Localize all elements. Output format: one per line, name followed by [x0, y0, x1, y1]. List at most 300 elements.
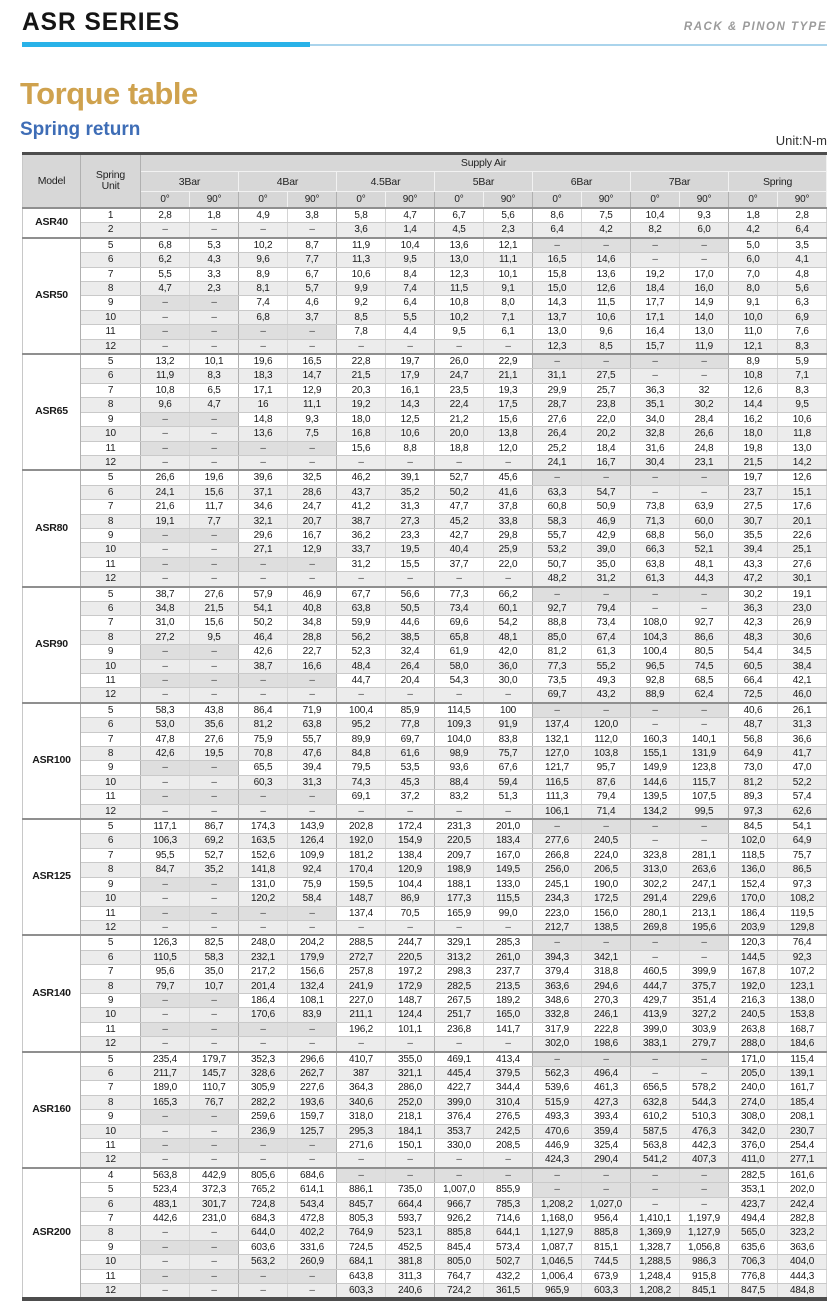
torque-cell: 254,4	[778, 1139, 827, 1153]
torque-cell: 60,5	[729, 659, 778, 673]
spring-unit-cell: 7	[81, 732, 141, 746]
torque-cell: 41,2	[337, 500, 386, 514]
torque-cell: 24,8	[680, 441, 729, 455]
spring-unit-cell: 10	[81, 427, 141, 441]
torque-cell: 50,2	[435, 485, 484, 499]
deg-header-90: 90°	[484, 192, 533, 209]
torque-cell: 11,0	[729, 325, 778, 339]
torque-cell: –	[239, 1022, 288, 1036]
table-row	[23, 339, 827, 354]
torque-cell: 235,4	[141, 1052, 190, 1067]
torque-cell: 8,8	[386, 441, 435, 455]
torque-cell: 9,6	[239, 253, 288, 267]
table-row	[23, 500, 827, 514]
torque-cell: 285,3	[484, 935, 533, 950]
torque-cell: 17,5	[484, 398, 533, 412]
torque-cell: –	[533, 819, 582, 834]
torque-cell: 20,7	[288, 514, 337, 528]
torque-cell: 496,4	[582, 1066, 631, 1080]
torque-cell: 19,5	[190, 747, 239, 761]
table-row	[23, 427, 827, 441]
torque-cell: 5,9	[778, 354, 827, 369]
spring-unit-cell: 10	[81, 543, 141, 557]
torque-cell: 96,5	[631, 659, 680, 673]
torque-cell: 133,0	[484, 877, 533, 891]
torque-cell: –	[141, 761, 190, 775]
torque-cell: 97,3	[778, 877, 827, 891]
torque-cell: 205,0	[729, 1066, 778, 1080]
torque-cell: –	[680, 587, 729, 602]
torque-cell: –	[435, 339, 484, 354]
spring-unit-cell: 7	[81, 616, 141, 630]
spring-unit-cell: 7	[81, 1081, 141, 1095]
torque-cell: 40,6	[729, 703, 778, 718]
torque-cell: –	[582, 819, 631, 834]
torque-cell: –	[288, 1153, 337, 1168]
torque-cell: 98,9	[435, 747, 484, 761]
torque-cell: 211,1	[337, 1008, 386, 1022]
torque-cell: 58,3	[141, 703, 190, 718]
torque-cell: –	[435, 1153, 484, 1168]
torque-cell: 77,3	[435, 587, 484, 602]
torque-cell: 183,4	[484, 834, 533, 848]
torque-cell: 10,7	[190, 979, 239, 993]
torque-cell: 32,4	[386, 645, 435, 659]
torque-cell: 132,4	[288, 979, 337, 993]
deg-header-0: 0°	[729, 192, 778, 209]
torque-cell: –	[337, 455, 386, 470]
table-row	[23, 514, 827, 528]
torque-cell: 188,1	[435, 877, 484, 891]
torque-cell: 181,2	[337, 848, 386, 862]
torque-cell: 170,4	[337, 863, 386, 877]
torque-cell: 11,1	[288, 398, 337, 412]
table-row	[23, 1095, 827, 1109]
torque-cell: 644,0	[239, 1226, 288, 1240]
torque-cell: –	[190, 1240, 239, 1254]
table-row	[23, 645, 827, 659]
torque-cell: –	[190, 412, 239, 426]
torque-cell: 141,7	[484, 1022, 533, 1036]
torque-cell: –	[435, 455, 484, 470]
torque-cell: –	[288, 1022, 337, 1036]
spring-unit-cell: 7	[81, 1212, 141, 1226]
torque-cell: 58,4	[288, 892, 337, 906]
torque-cell: 684,6	[288, 1168, 337, 1183]
torque-cell: 42,6	[239, 645, 288, 659]
torque-cell: 24,7	[435, 369, 484, 383]
torque-cell: –	[582, 238, 631, 253]
torque-cell: 8,2	[631, 223, 680, 238]
torque-cell: 63,8	[337, 601, 386, 615]
torque-cell: 493,3	[533, 1110, 582, 1124]
torque-cell: 42,3	[729, 616, 778, 630]
torque-cell: 323,2	[778, 1226, 827, 1240]
spring-unit-cell: 2	[81, 223, 141, 238]
torque-cell: 15,6	[484, 412, 533, 426]
spring-unit-cell: 12	[81, 455, 141, 470]
torque-cell: 79,7	[141, 979, 190, 993]
torque-cell: –	[435, 920, 484, 935]
torque-cell: 19,2	[631, 267, 680, 281]
torque-cell: 19,7	[729, 470, 778, 485]
torque-cell: 635,6	[729, 1240, 778, 1254]
torque-cell: 290,4	[582, 1153, 631, 1168]
table-row	[23, 747, 827, 761]
torque-cell: 44,3	[680, 572, 729, 587]
spring-unit-cell: 11	[81, 1022, 141, 1036]
torque-cell: 1,8	[729, 208, 778, 223]
table-row	[23, 920, 827, 935]
table-row	[23, 1066, 827, 1080]
torque-cell: 8,7	[288, 238, 337, 253]
torque-cell: 48,4	[337, 659, 386, 673]
torque-cell: 15,6	[190, 616, 239, 630]
torque-cell: 100,4	[337, 703, 386, 718]
torque-cell: 110,5	[141, 950, 190, 964]
torque-cell: 10,6	[337, 267, 386, 281]
torque-cell: 55,7	[288, 732, 337, 746]
torque-cell: 62,4	[680, 688, 729, 703]
torque-cell: 272,7	[337, 950, 386, 964]
torque-cell: 132,1	[533, 732, 582, 746]
table-row	[23, 616, 827, 630]
torque-cell: 44,7	[337, 674, 386, 688]
torque-cell: 6,7	[435, 208, 484, 223]
table-row	[23, 834, 827, 848]
torque-cell: 26,6	[680, 427, 729, 441]
torque-cell: 364,3	[337, 1081, 386, 1095]
torque-cell: 16,7	[288, 528, 337, 542]
torque-cell: 543,4	[288, 1197, 337, 1211]
torque-cell: 1,369,9	[631, 1226, 680, 1240]
torque-cell: 442,3	[680, 1139, 729, 1153]
torque-cell: –	[190, 906, 239, 920]
torque-cell: 8,3	[778, 339, 827, 354]
torque-cell: 8,3	[778, 383, 827, 397]
torque-cell: 27,6	[533, 412, 582, 426]
torque-cell: 393,4	[582, 1110, 631, 1124]
torque-cell: 5,3	[190, 238, 239, 253]
torque-cell: 7,4	[386, 282, 435, 296]
torque-cell: 14,8	[239, 412, 288, 426]
torque-cell: 342,1	[582, 950, 631, 964]
torque-cell: 17,7	[631, 296, 680, 310]
table-row	[23, 1037, 827, 1052]
torque-cell: 68,5	[680, 674, 729, 688]
torque-cell: 6,4	[533, 223, 582, 238]
torque-cell: 43,7	[337, 485, 386, 499]
torque-cell: 353,1	[729, 1183, 778, 1197]
torque-cell: –	[533, 238, 582, 253]
torque-cell: 123,8	[680, 761, 729, 775]
torque-cell: 4,2	[729, 223, 778, 238]
torque-cell: –	[190, 1037, 239, 1052]
torque-cell: 201,0	[484, 819, 533, 834]
torque-cell: 21,6	[141, 500, 190, 514]
spring-unit-cell: 5	[81, 819, 141, 834]
torque-cell: 332,8	[533, 1008, 582, 1022]
torque-cell: 9,9	[337, 282, 386, 296]
torque-cell: 432,2	[484, 1269, 533, 1283]
torque-cell: 201,4	[239, 979, 288, 993]
torque-cell: –	[141, 775, 190, 789]
torque-cell: –	[141, 1008, 190, 1022]
spring-unit-cell: 7	[81, 383, 141, 397]
torque-cell: 413,4	[484, 1052, 533, 1067]
torque-cell: –	[239, 920, 288, 935]
torque-cell: 165,9	[435, 906, 484, 920]
torque-cell: 845,1	[680, 1284, 729, 1300]
torque-cell: –	[190, 557, 239, 571]
torque-cell: 281,1	[680, 848, 729, 862]
torque-cell: 282,8	[778, 1212, 827, 1226]
torque-cell: 277,6	[533, 834, 582, 848]
torque-cell: –	[239, 455, 288, 470]
torque-cell: 48,2	[533, 572, 582, 587]
torque-cell: 33,7	[337, 543, 386, 557]
torque-cell: 7,6	[778, 325, 827, 339]
torque-cell: 22,7	[288, 645, 337, 659]
torque-cell: 4,7	[190, 398, 239, 412]
torque-cell: 18,0	[729, 427, 778, 441]
torque-cell: 30,7	[729, 514, 778, 528]
torque-cell: 81,2	[533, 645, 582, 659]
torque-cell: 197,2	[386, 965, 435, 979]
header-rule-accent	[22, 42, 310, 47]
torque-cell: 26,4	[533, 427, 582, 441]
table-row	[23, 775, 827, 789]
torque-cell: –	[239, 790, 288, 804]
spring-unit-cell: 8	[81, 1226, 141, 1240]
torque-cell: 13,0	[435, 253, 484, 267]
torque-cell: 61,3	[631, 572, 680, 587]
torque-cell: 37,7	[435, 557, 484, 571]
torque-cell: 7,1	[778, 369, 827, 383]
torque-cell: –	[190, 1110, 239, 1124]
torque-cell: 7,0	[729, 267, 778, 281]
torque-cell: 10,8	[435, 296, 484, 310]
torque-cell: 118,5	[729, 848, 778, 862]
spring-unit-cell: 9	[81, 296, 141, 310]
spring-unit-cell: 8	[81, 1095, 141, 1109]
torque-cell: 476,3	[680, 1124, 729, 1138]
torque-cell: –	[631, 1066, 680, 1080]
torque-cell: 7,1	[484, 310, 533, 324]
spring-unit-cell: 12	[81, 1284, 141, 1300]
torque-cell: 137,4	[337, 906, 386, 920]
torque-cell: 56,8	[729, 732, 778, 746]
torque-cell: 115,7	[680, 775, 729, 789]
spring-unit-cell: 12	[81, 920, 141, 935]
table-row	[23, 325, 827, 339]
torque-cell: 248,0	[239, 935, 288, 950]
torque-cell: 1,006,4	[533, 1269, 582, 1283]
torque-cell: 97,3	[729, 804, 778, 819]
spring-unit-cell: 8	[81, 747, 141, 761]
torque-cell: 13,8	[484, 427, 533, 441]
torque-cell: 381,8	[386, 1255, 435, 1269]
torque-cell: 64,9	[778, 834, 827, 848]
torque-cell: –	[680, 470, 729, 485]
torque-cell: 14,0	[680, 310, 729, 324]
torque-cell: 610,2	[631, 1110, 680, 1124]
torque-cell: 885,8	[435, 1226, 484, 1240]
torque-cell: –	[288, 339, 337, 354]
torque-cell: 52,2	[778, 775, 827, 789]
torque-cell: –	[190, 877, 239, 891]
torque-cell: 6,7	[288, 267, 337, 281]
torque-cell: –	[484, 804, 533, 819]
torque-cell: 52,7	[190, 848, 239, 862]
torque-cell: 46,9	[582, 514, 631, 528]
torque-cell: 9,1	[484, 282, 533, 296]
torque-cell: –	[484, 339, 533, 354]
torque-cell: 69,7	[533, 688, 582, 703]
torque-cell: 58,0	[435, 659, 484, 673]
model-cell: ASR140	[23, 935, 81, 1051]
torque-cell: –	[288, 1037, 337, 1052]
torque-cell: 673,9	[582, 1269, 631, 1283]
torque-cell: 70,8	[239, 747, 288, 761]
torque-cell: –	[190, 1284, 239, 1300]
table-row	[23, 238, 827, 253]
spring-unit-cell: 12	[81, 688, 141, 703]
torque-cell: 845,4	[435, 1240, 484, 1254]
torque-cell: –	[533, 470, 582, 485]
torque-cell: 24,1	[141, 485, 190, 499]
torque-cell: –	[337, 1168, 386, 1183]
torque-cell: 46,4	[239, 630, 288, 644]
torque-cell: 31,0	[141, 616, 190, 630]
torque-cell: 79,4	[582, 790, 631, 804]
torque-cell: –	[141, 339, 190, 354]
torque-cell: 92,3	[778, 950, 827, 964]
torque-cell: 154,9	[386, 834, 435, 848]
torque-cell: 47,0	[778, 761, 827, 775]
torque-cell: 9,6	[582, 325, 631, 339]
torque-cell: –	[190, 920, 239, 935]
torque-cell: 32,1	[239, 514, 288, 528]
torque-cell: 138,0	[778, 993, 827, 1007]
torque-cell: 71,3	[631, 514, 680, 528]
torque-cell: 17,1	[631, 310, 680, 324]
torque-cell: 21,5	[337, 369, 386, 383]
torque-cell: 4,6	[288, 296, 337, 310]
spring-unit-cell: 12	[81, 1153, 141, 1168]
torque-cell: –	[190, 790, 239, 804]
torque-cell: –	[288, 325, 337, 339]
torque-cell: 35,1	[631, 398, 680, 412]
torque-cell: 168,7	[778, 1022, 827, 1036]
torque-cell: –	[288, 1284, 337, 1300]
torque-cell: 16,1	[386, 383, 435, 397]
torque-cell: –	[141, 1240, 190, 1254]
torque-cell: 263,6	[680, 863, 729, 877]
torque-cell: 25,2	[533, 441, 582, 455]
torque-cell: 87,6	[582, 775, 631, 789]
torque-cell: 3,7	[288, 310, 337, 324]
torque-cell: 10,4	[386, 238, 435, 253]
spring-unit-cell: 9	[81, 877, 141, 891]
torque-cell: 30,1	[778, 572, 827, 587]
torque-cell: –	[533, 1052, 582, 1067]
spring-unit-cell: 12	[81, 339, 141, 354]
torque-cell: –	[533, 587, 582, 602]
torque-cell: 108,2	[778, 892, 827, 906]
torque-cell: 593,7	[386, 1212, 435, 1226]
table-row	[23, 354, 827, 369]
torque-cell: 25,7	[582, 383, 631, 397]
torque-cell: 242,5	[484, 1124, 533, 1138]
spring-unit-cell: 11	[81, 1269, 141, 1283]
table-row	[23, 790, 827, 804]
torque-cell: 109,9	[288, 848, 337, 862]
torque-cell: 19,1	[778, 587, 827, 602]
torque-cell: –	[288, 688, 337, 703]
torque-cell: 1,410,1	[631, 1212, 680, 1226]
torque-cell: 22,9	[484, 354, 533, 369]
torque-cell: 14,6	[582, 253, 631, 267]
torque-cell: 125,7	[288, 1124, 337, 1138]
torque-cell: 11,8	[778, 427, 827, 441]
torque-cell: 69,2	[190, 834, 239, 848]
torque-cell: 262,7	[288, 1066, 337, 1080]
torque-cell: 4,8	[778, 267, 827, 281]
torque-cell: 55,2	[582, 659, 631, 673]
torque-cell: 342,0	[729, 1124, 778, 1138]
torque-cell: 461,3	[582, 1081, 631, 1095]
torque-cell: 310,4	[484, 1095, 533, 1109]
torque-cell: 144,6	[631, 775, 680, 789]
torque-cell: 9,5	[435, 325, 484, 339]
torque-cell: 83,2	[435, 790, 484, 804]
torque-cell: 7,4	[239, 296, 288, 310]
spring-unit-cell: 10	[81, 1008, 141, 1022]
torque-cell: 76,4	[778, 935, 827, 950]
torque-cell: 20,1	[778, 514, 827, 528]
torque-cell: 17,6	[778, 500, 827, 514]
group-header-4-5bar: 4.5Bar	[337, 172, 435, 192]
torque-cell: 18,4	[631, 282, 680, 296]
torque-cell: 302,2	[631, 877, 680, 891]
torque-cell: 136,0	[729, 863, 778, 877]
torque-cell: 174,3	[239, 819, 288, 834]
torque-cell: 220,5	[435, 834, 484, 848]
torque-cell: –	[141, 412, 190, 426]
torque-cell: 684,3	[239, 1212, 288, 1226]
torque-cell: –	[680, 1197, 729, 1211]
torque-cell: 123,1	[778, 979, 827, 993]
torque-table	[22, 152, 827, 1301]
torque-cell: 31,2	[582, 572, 631, 587]
torque-cell: 12,6	[778, 470, 827, 485]
deg-header-90: 90°	[778, 192, 827, 209]
spring-unit-cell: 9	[81, 993, 141, 1007]
torque-cell: 161,6	[778, 1168, 827, 1183]
spring-unit-cell: 7	[81, 848, 141, 862]
torque-cell: 95,2	[337, 718, 386, 732]
torque-cell: 407,3	[680, 1153, 729, 1168]
torque-cell: 656,5	[631, 1081, 680, 1095]
torque-cell: 159,5	[337, 877, 386, 891]
col-header-supply-air: Supply Air	[141, 154, 827, 172]
torque-cell: 19,8	[729, 441, 778, 455]
torque-cell: –	[680, 935, 729, 950]
torque-cell: 241,9	[337, 979, 386, 993]
torque-cell: –	[141, 310, 190, 324]
torque-cell: –	[190, 761, 239, 775]
